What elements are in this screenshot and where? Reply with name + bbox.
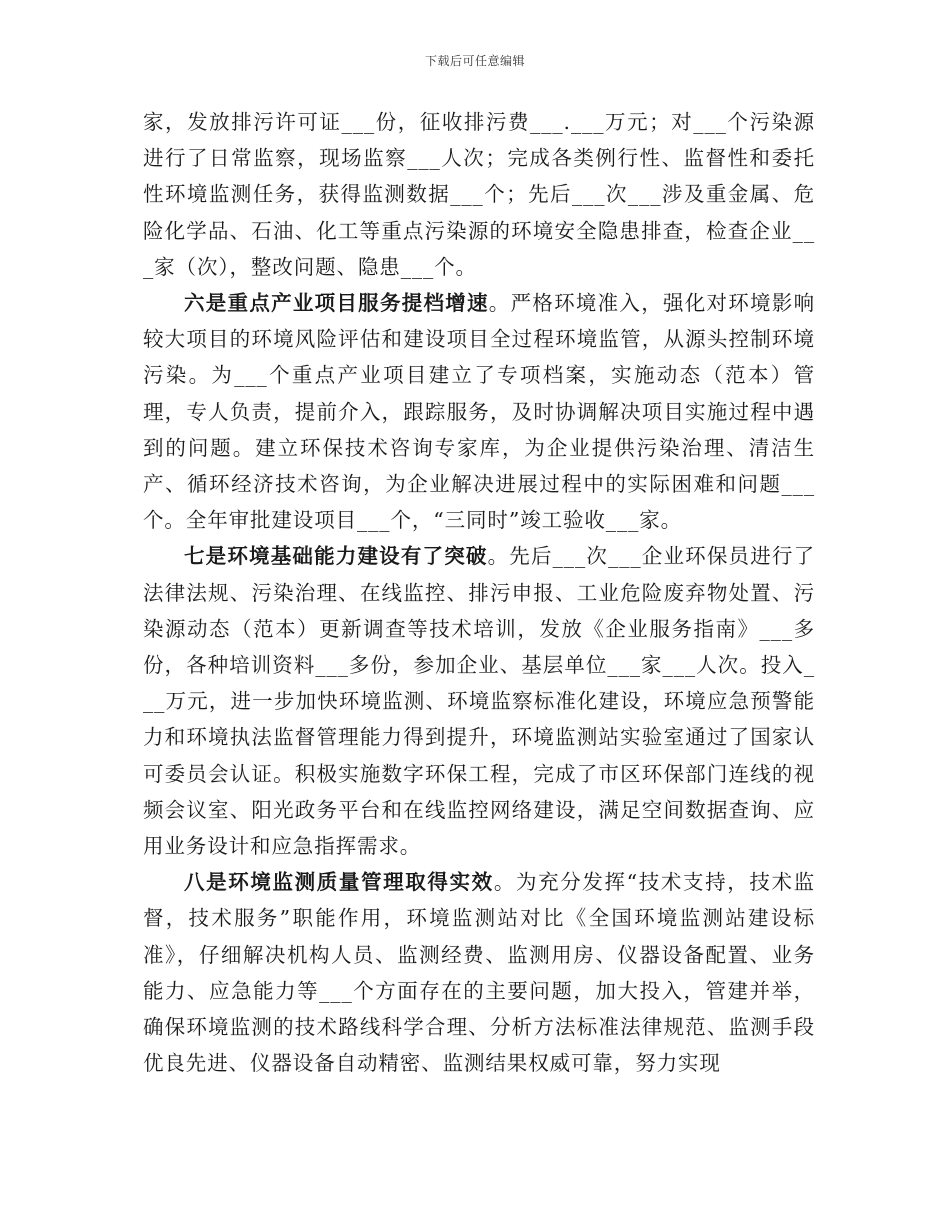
document-body <box>143 104 815 1081</box>
paragraph-text: 。先后___次___企业环保员进行了法律法规、污染治理、在线监控、排污申报、工业危险废弃物处置、污染源动态（范本）更新调查等技术培训，发放《企业服务指南》___多份，各种培训资料___多份，参加企业、基层单位___家___人次。投入___万元，进一步加快环境监测、环境监察标准化建设，环境应急预警能力和环境执法监督管理能力得到提升，环境监测站实验室通过了国家认可委员会认证。积极实施数字环保工程，完成了市区环保部门连线的视频会议室、阳光政务平台和在线监控网络建设，满足空间数据查询、应用业务设计和应急指挥需求。 <box>143 544 815 859</box>
paragraph-eight <box>143 864 815 1081</box>
paragraph-heading: 八是环境监测质量管理取得实效 <box>184 870 494 895</box>
paragraph-heading: 七是环境基础能力建设有了突破 <box>184 544 488 569</box>
paragraph-seven <box>143 538 815 864</box>
page-header: 下载后可任意编辑 <box>424 54 525 68</box>
paragraph-six <box>143 285 815 538</box>
paragraph-text: 。为充分发挥“技术支持，技术监督，技术服务”职能作用，环境监测站对比《全国环境监测站建设标准》，仔细解决机构人员、监测经费、监测用房、仪器设备配置、业务能力、应急能力等___个方面存在的主要问题，加大投入，管建并举，确保环境监测的技术路线科学合理、分析方法标准法律规范、监测手段优良先进、仪器设备自动精密、监测结果权威可靠，努力实现 <box>143 870 815 1076</box>
paragraph-text: 家，发放排污许可证___份，征收排污费___.___万元；对___个污染源进行了日常监察，现场监察___人次；完成各类例行性、监督性和委托性环境监测任务，获得监测数据___个；先后___次___涉及重金属、危险化学品、石油、化工等重点污染源的环境安全隐患排查，检查企业___家（次），整改问题、隐患___个。 <box>143 110 815 279</box>
paragraph-text: 。严格环境准入，强化对环境影响较大项目的环境风险评估和建设项目全过程环境监管，从源头控制环境污染。为___个重点产业项目建立了专项档案，实施动态（范本）管理，专人负责，提前介入，跟踪服务，及时协调解决项目实施过程中遇到的问题。建立环保技术咨询专家库，为企业提供污染治理、清洁生产、循环经济技术咨询，为企业解决进展过程中的实际困难和问题___个。全年审批建设项目___个，“三同时”竣工验收___家。 <box>143 291 815 533</box>
paragraph-continuation <box>143 104 815 285</box>
paragraph-heading: 六是重点产业项目服务提档增速 <box>184 291 489 316</box>
